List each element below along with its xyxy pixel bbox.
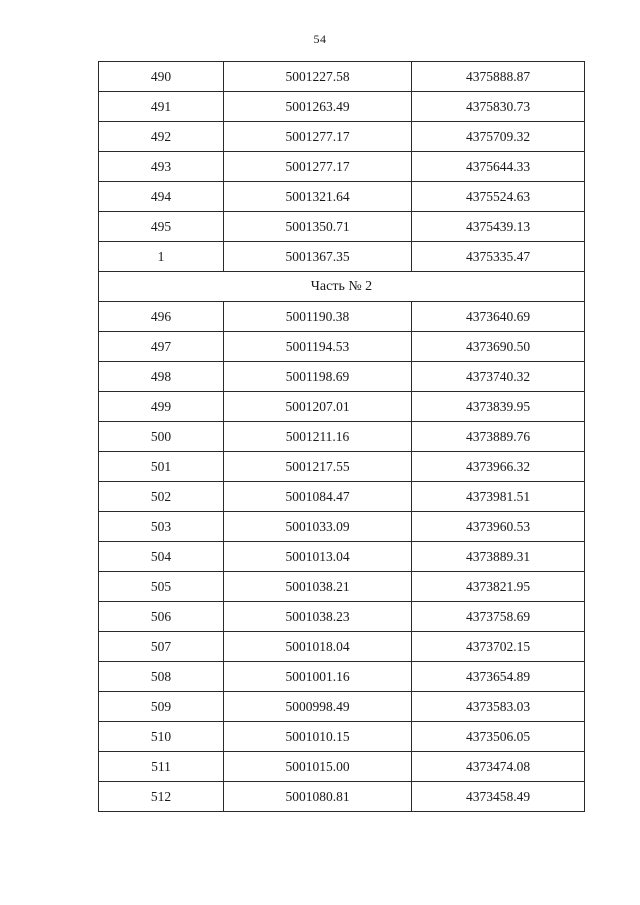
section-header-row [99,272,585,302]
table-row [99,572,585,602]
point-number-cell: 503 [99,512,224,542]
table-row [99,242,585,272]
x-coordinate-cell: 5001367.35 [224,242,412,272]
y-coordinate-cell: 4373821.95 [412,572,585,602]
table-row [99,482,585,512]
table-row [99,332,585,362]
y-coordinate-cell: 4373690.50 [412,332,585,362]
y-coordinate-cell: 4375335.47 [412,242,585,272]
y-coordinate-cell: 4373981.51 [412,482,585,512]
table-row [99,62,585,92]
point-number-cell: 509 [99,692,224,722]
point-number-cell: 511 [99,752,224,782]
x-coordinate-cell: 5001321.64 [224,182,412,212]
x-coordinate-cell: 5001350.71 [224,212,412,242]
point-number-cell: 499 [99,392,224,422]
point-number-cell: 491 [99,92,224,122]
x-coordinate-cell: 5001013.04 [224,542,412,572]
section-title: Часть № 2 [99,272,585,302]
page-number: 54 [313,32,327,46]
table-row [99,152,585,182]
x-coordinate-cell: 5001198.69 [224,362,412,392]
x-coordinate-cell: 5001038.21 [224,572,412,602]
x-coordinate-cell: 5001018.04 [224,632,412,662]
table-row [99,632,585,662]
point-number-cell: 506 [99,602,224,632]
table-row [99,122,585,152]
y-coordinate-cell: 4375524.63 [412,182,585,212]
y-coordinate-cell: 4373889.31 [412,542,585,572]
y-coordinate-cell: 4373458.49 [412,782,585,812]
point-number-cell: 505 [99,572,224,602]
y-coordinate-cell: 4373966.32 [412,452,585,482]
point-number-cell: 500 [99,422,224,452]
y-coordinate-cell: 4375709.32 [412,122,585,152]
point-number-cell: 501 [99,452,224,482]
table-row [99,542,585,572]
y-coordinate-cell: 4375888.87 [412,62,585,92]
x-coordinate-cell: 5001010.15 [224,722,412,752]
point-number-cell: 496 [99,302,224,332]
point-number-cell: 502 [99,482,224,512]
x-coordinate-cell: 5001080.81 [224,782,412,812]
y-coordinate-cell: 4375644.33 [412,152,585,182]
table-row [99,182,585,212]
x-coordinate-cell: 5001001.16 [224,662,412,692]
x-coordinate-cell: 5001277.17 [224,152,412,182]
y-coordinate-cell: 4373654.89 [412,662,585,692]
x-coordinate-cell: 5001211.16 [224,422,412,452]
point-number-cell: 508 [99,662,224,692]
y-coordinate-cell: 4375830.73 [412,92,585,122]
table-row [99,692,585,722]
x-coordinate-cell: 5001038.23 [224,602,412,632]
x-coordinate-cell: 5000998.49 [224,692,412,722]
x-coordinate-cell: 5001033.09 [224,512,412,542]
x-coordinate-cell: 5001194.53 [224,332,412,362]
y-coordinate-cell: 4373758.69 [412,602,585,632]
table-row [99,92,585,122]
x-coordinate-cell: 5001227.58 [224,62,412,92]
table-row [99,302,585,332]
table-row [99,212,585,242]
table-row [99,722,585,752]
table-row [99,662,585,692]
y-coordinate-cell: 4375439.13 [412,212,585,242]
table-row [99,752,585,782]
point-number-cell: 492 [99,122,224,152]
y-coordinate-cell: 4373702.15 [412,632,585,662]
table-row [99,602,585,632]
table-row [99,512,585,542]
y-coordinate-cell: 4373960.53 [412,512,585,542]
point-number-cell: 493 [99,152,224,182]
point-number-cell: 512 [99,782,224,812]
point-number-cell: 490 [99,62,224,92]
point-number-cell: 495 [99,212,224,242]
table-row [99,422,585,452]
point-number-cell: 497 [99,332,224,362]
table-row [99,362,585,392]
y-coordinate-cell: 4373839.95 [412,392,585,422]
x-coordinate-cell: 5001207.01 [224,392,412,422]
y-coordinate-cell: 4373889.76 [412,422,585,452]
table-row [99,782,585,812]
x-coordinate-cell: 5001217.55 [224,452,412,482]
table-body [99,62,585,812]
point-number-cell: 1 [99,242,224,272]
point-number-cell: 498 [99,362,224,392]
y-coordinate-cell: 4373474.08 [412,752,585,782]
table-row [99,452,585,482]
x-coordinate-cell: 5001263.49 [224,92,412,122]
table-row [99,392,585,422]
x-coordinate-cell: 5001015.00 [224,752,412,782]
point-number-cell: 507 [99,632,224,662]
point-number-cell: 494 [99,182,224,212]
coordinates-table [98,61,585,812]
point-number-cell: 504 [99,542,224,572]
y-coordinate-cell: 4373640.69 [412,302,585,332]
x-coordinate-cell: 5001190.38 [224,302,412,332]
point-number-cell: 510 [99,722,224,752]
x-coordinate-cell: 5001084.47 [224,482,412,512]
x-coordinate-cell: 5001277.17 [224,122,412,152]
y-coordinate-cell: 4373506.05 [412,722,585,752]
y-coordinate-cell: 4373740.32 [412,362,585,392]
y-coordinate-cell: 4373583.03 [412,692,585,722]
